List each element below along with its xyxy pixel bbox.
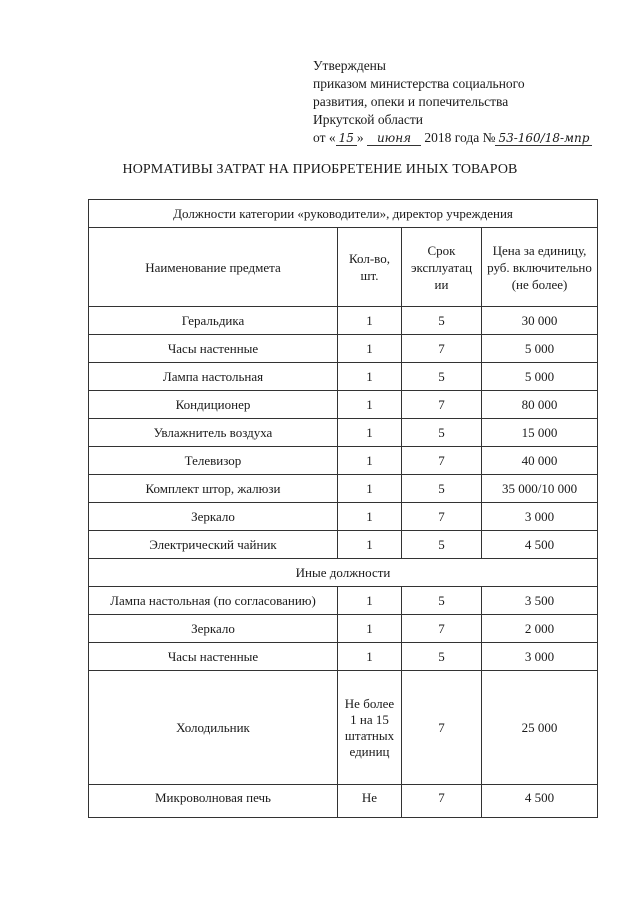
cell-term: 7 [402, 503, 482, 531]
cell-name: Холодильник [89, 671, 338, 785]
cell-name: Часы настенные [89, 335, 338, 363]
cell-term: 5 [402, 419, 482, 447]
approval-line-1: Утверждены [313, 58, 386, 73]
cell-price: 3 000 [482, 643, 598, 671]
cell-term: 5 [402, 643, 482, 671]
header-price: Цена за единицу, руб. включительно (не более) [482, 228, 598, 307]
cell-price: 2 000 [482, 615, 598, 643]
table-row [89, 587, 598, 615]
norms-table [88, 199, 598, 818]
handwritten-day: 15 [336, 132, 357, 146]
cell-qty: 1 [338, 503, 402, 531]
cell-qty: Не [338, 785, 402, 818]
approval-close-quote: » [356, 130, 364, 145]
table-row [89, 503, 598, 531]
cell-term: 7 [402, 391, 482, 419]
header-qty: Кол-во, шт. [338, 228, 402, 307]
approval-line-2: приказом министерства социального [313, 76, 525, 91]
cell-price: 5 000 [482, 335, 598, 363]
cell-name: Телевизор [89, 447, 338, 475]
cell-name: Увлажнитель воздуха [89, 419, 338, 447]
approval-line-4: Иркутской области [313, 112, 424, 127]
cell-price: 4 500 [482, 531, 598, 559]
cell-qty: 1 [338, 307, 402, 335]
table-row [89, 615, 598, 643]
table-row [89, 335, 598, 363]
approval-date-line [313, 129, 592, 147]
cell-price: 80 000 [482, 391, 598, 419]
cell-qty: 1 [338, 587, 402, 615]
cell-price: 15 000 [482, 419, 598, 447]
table-row [89, 785, 598, 818]
cell-name: Комплект штор, жалюзи [89, 475, 338, 503]
cell-qty: 1 [338, 335, 402, 363]
cell-term: 7 [402, 615, 482, 643]
cell-price: 35 000/10 000 [482, 475, 598, 503]
header-term: Срок эксплуатац ии [402, 228, 482, 307]
cell-price: 40 000 [482, 447, 598, 475]
cell-qty: 1 [338, 391, 402, 419]
approval-from: от « [313, 130, 336, 145]
cell-term: 7 [402, 671, 482, 785]
section-header-other [89, 559, 598, 587]
table-row [89, 643, 598, 671]
cell-term: 5 [402, 531, 482, 559]
table-row [89, 671, 598, 785]
cell-term: 7 [402, 447, 482, 475]
cell-term: 5 [402, 475, 482, 503]
table-row [89, 307, 598, 335]
table-row [89, 419, 598, 447]
page-title: НОРМАТИВЫ ЗАТРАТ НА ПРИОБРЕТЕНИЕ ИНЫХ ТОВАРОВ [122, 162, 518, 177]
section-title: Иные должности [89, 559, 598, 587]
cell-name: Лампа настольная [89, 363, 338, 391]
cell-name: Зеркало [89, 615, 338, 643]
section-title: Должности категории «руководители», директор учреждения [89, 200, 598, 228]
header-name: Наименование предмета [89, 228, 338, 307]
cell-price: 5 000 [482, 363, 598, 391]
cell-price: 3 000 [482, 503, 598, 531]
cell-name: Кондиционер [89, 391, 338, 419]
approval-year-text: 2018 года № [424, 130, 496, 145]
cell-name: Геральдика [89, 307, 338, 335]
cell-qty: 1 [338, 363, 402, 391]
cell-qty: 1 [338, 643, 402, 671]
cell-qty: 1 [338, 419, 402, 447]
table-row [89, 531, 598, 559]
cell-qty: Не более 1 на 15 штатных единиц [338, 671, 402, 785]
cell-term: 5 [402, 587, 482, 615]
table-row [89, 447, 598, 475]
approval-block [313, 57, 592, 147]
table-row [89, 363, 598, 391]
cell-qty: 1 [338, 531, 402, 559]
approval-line-3: развития, опеки и попечительства [313, 94, 509, 109]
cell-term: 7 [402, 335, 482, 363]
cell-name: Лампа настольная (по согласованию) [89, 587, 338, 615]
cell-price: 25 000 [482, 671, 598, 785]
cell-price: 30 000 [482, 307, 598, 335]
cell-name: Часы настенные [89, 643, 338, 671]
section-header-managers [89, 200, 598, 228]
cell-term: 5 [402, 307, 482, 335]
cell-name: Электрический чайник [89, 531, 338, 559]
handwritten-order-number: 53-160/18-мпр [495, 132, 592, 146]
cell-qty: 1 [338, 475, 402, 503]
cell-name: Микроволновая печь [89, 785, 338, 818]
table-row [89, 475, 598, 503]
cell-price: 4 500 [482, 785, 598, 818]
cell-name: Зеркало [89, 503, 338, 531]
column-headers [89, 228, 598, 307]
cell-term: 5 [402, 363, 482, 391]
cell-qty: 1 [338, 447, 402, 475]
cell-price: 3 500 [482, 587, 598, 615]
cell-term: 7 [402, 785, 482, 818]
table-row [89, 391, 598, 419]
cell-qty: 1 [338, 615, 402, 643]
handwritten-month: июня [367, 132, 421, 146]
